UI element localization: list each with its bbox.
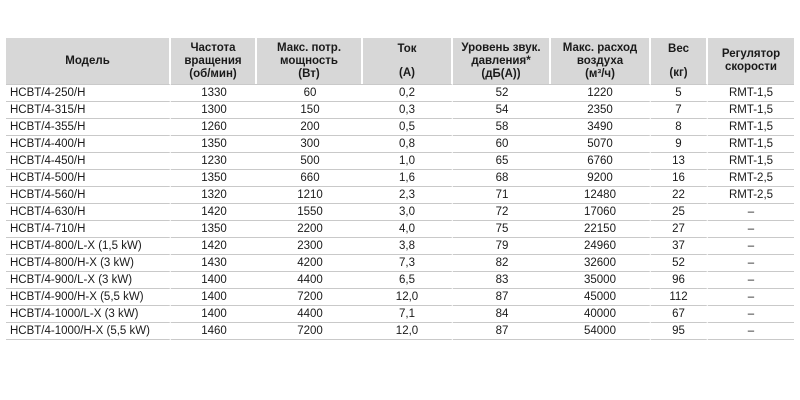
header-line: (дБ(А)) <box>481 67 521 80</box>
cell-rotation-speed: 1460 <box>171 322 257 340</box>
table-header-row <box>6 38 794 84</box>
cell-max-airflow: 1220 <box>551 84 651 101</box>
cell-sound-pressure: 58 <box>453 118 551 135</box>
header-line: (А) <box>399 66 415 79</box>
cell-rotation-speed: 1350 <box>171 169 257 186</box>
cell-max-airflow: 32600 <box>551 254 651 271</box>
cell-speed-controller: – <box>708 271 794 288</box>
cell-weight: 27 <box>651 220 708 237</box>
cell-current: 7,1 <box>363 305 453 322</box>
cell-current: 1,0 <box>363 152 453 169</box>
header-line: (кг) <box>669 66 688 79</box>
cell-sound-pressure: 87 <box>453 322 551 340</box>
table-row <box>6 305 794 322</box>
cell-weight: 112 <box>651 288 708 305</box>
cell-sound-pressure: 75 <box>453 220 551 237</box>
header-line: Модель <box>65 54 110 67</box>
cell-model: HCBT/4-900/H-X (5,5 kW) <box>6 288 171 305</box>
cell-current: 7,3 <box>363 254 453 271</box>
cell-max-power: 200 <box>257 118 363 135</box>
cell-speed-controller: – <box>708 254 794 271</box>
cell-speed-controller: – <box>708 237 794 254</box>
cell-max-power: 2200 <box>257 220 363 237</box>
cell-current: 6,5 <box>363 271 453 288</box>
header-line: давления* <box>471 54 531 67</box>
table-row <box>6 169 794 186</box>
header-line: мощность <box>280 54 338 67</box>
table-row <box>6 118 794 135</box>
cell-max-power: 1550 <box>257 203 363 220</box>
cell-max-airflow: 45000 <box>551 288 651 305</box>
cell-speed-controller: – <box>708 220 794 237</box>
cell-weight: 37 <box>651 237 708 254</box>
cell-max-airflow: 17060 <box>551 203 651 220</box>
cell-sound-pressure: 87 <box>453 288 551 305</box>
cell-weight: 7 <box>651 101 708 118</box>
cell-rotation-speed: 1400 <box>171 288 257 305</box>
col-header-speed-controller <box>708 38 794 84</box>
cell-sound-pressure: 54 <box>453 101 551 118</box>
cell-max-power: 7200 <box>257 288 363 305</box>
cell-speed-controller: – <box>708 203 794 220</box>
cell-sound-pressure: 72 <box>453 203 551 220</box>
table-row <box>6 322 794 340</box>
cell-max-airflow: 5070 <box>551 135 651 152</box>
cell-model: HCBT/4-1000/L-X (3 kW) <box>6 305 171 322</box>
cell-speed-controller: RMT-1,5 <box>708 84 794 101</box>
cell-current: 2,3 <box>363 186 453 203</box>
cell-model: HCBT/4-800/L-X (1,5 kW) <box>6 237 171 254</box>
cell-sound-pressure: 65 <box>453 152 551 169</box>
cell-max-power: 4200 <box>257 254 363 271</box>
cell-max-airflow: 6760 <box>551 152 651 169</box>
cell-current: 0,3 <box>363 101 453 118</box>
cell-sound-pressure: 79 <box>453 237 551 254</box>
table-row <box>6 135 794 152</box>
cell-weight: 67 <box>651 305 708 322</box>
cell-current: 4,0 <box>363 220 453 237</box>
cell-max-airflow: 22150 <box>551 220 651 237</box>
cell-max-airflow: 35000 <box>551 271 651 288</box>
col-header-max-airflow <box>551 38 651 84</box>
cell-speed-controller: – <box>708 305 794 322</box>
cell-sound-pressure: 60 <box>453 135 551 152</box>
col-header-rotation-speed <box>171 38 257 84</box>
cell-rotation-speed: 1350 <box>171 220 257 237</box>
header-spacer <box>653 56 704 67</box>
col-header-max-power <box>257 38 363 84</box>
col-header-sound-pressure <box>453 38 551 84</box>
cell-sound-pressure: 82 <box>453 254 551 271</box>
cell-speed-controller: RMT-2,5 <box>708 186 794 203</box>
cell-max-airflow: 40000 <box>551 305 651 322</box>
cell-model: HCBT/4-400/H <box>6 135 171 152</box>
cell-model: HCBT/4-630/H <box>6 203 171 220</box>
cell-current: 12,0 <box>363 288 453 305</box>
cell-rotation-speed: 1420 <box>171 203 257 220</box>
cell-rotation-speed: 1420 <box>171 237 257 254</box>
cell-weight: 8 <box>651 118 708 135</box>
cell-current: 12,0 <box>363 322 453 340</box>
header-line: (Вт) <box>298 67 320 80</box>
header-line: (м³/ч) <box>585 67 615 80</box>
table-row <box>6 254 794 271</box>
cell-rotation-speed: 1400 <box>171 305 257 322</box>
cell-weight: 22 <box>651 186 708 203</box>
cell-max-airflow: 9200 <box>551 169 651 186</box>
table-row <box>6 288 794 305</box>
cell-sound-pressure: 71 <box>453 186 551 203</box>
col-header-weight <box>651 38 708 84</box>
cell-max-power: 300 <box>257 135 363 152</box>
table-row <box>6 152 794 169</box>
header-line: (об/мин) <box>189 67 237 80</box>
cell-model: HCBT/4-710/H <box>6 220 171 237</box>
cell-speed-controller: RMT-1,5 <box>708 135 794 152</box>
cell-sound-pressure: 68 <box>453 169 551 186</box>
cell-weight: 16 <box>651 169 708 186</box>
cell-rotation-speed: 1230 <box>171 152 257 169</box>
cell-max-airflow: 3490 <box>551 118 651 135</box>
cell-rotation-speed: 1300 <box>171 101 257 118</box>
cell-sound-pressure: 52 <box>453 84 551 101</box>
header-line: воздуха <box>576 54 624 67</box>
cell-max-airflow: 24960 <box>551 237 651 254</box>
table-row <box>6 203 794 220</box>
cell-rotation-speed: 1260 <box>171 118 257 135</box>
header-line: Частота <box>190 41 236 54</box>
table-row <box>6 237 794 254</box>
cell-model: HCBT/4-355/H <box>6 118 171 135</box>
table-row <box>6 101 794 118</box>
cell-speed-controller: RMT-1,5 <box>708 152 794 169</box>
header-line: Макс. потр. <box>276 41 342 54</box>
cell-model: HCBT/4-500/H <box>6 169 171 186</box>
cell-model: HCBT/4-800/H-X (3 kW) <box>6 254 171 271</box>
cell-model: HCBT/4-450/H <box>6 152 171 169</box>
cell-current: 3,8 <box>363 237 453 254</box>
cell-weight: 52 <box>651 254 708 271</box>
cell-max-power: 4400 <box>257 271 363 288</box>
cell-rotation-speed: 1330 <box>171 84 257 101</box>
cell-model: HCBT/4-1000/H-X (5,5 kW) <box>6 322 171 340</box>
cell-sound-pressure: 84 <box>453 305 551 322</box>
cell-max-power: 660 <box>257 169 363 186</box>
cell-speed-controller: RMT-1,5 <box>708 118 794 135</box>
cell-rotation-speed: 1320 <box>171 186 257 203</box>
cell-model: HCBT/4-250/H <box>6 84 171 101</box>
cell-max-power: 2300 <box>257 237 363 254</box>
cell-speed-controller: RMT-2,5 <box>708 169 794 186</box>
cell-model: HCBT/4-315/H <box>6 101 171 118</box>
col-header-model <box>6 38 171 84</box>
cell-weight: 95 <box>651 322 708 340</box>
fan-specs-table <box>6 38 794 340</box>
cell-max-airflow: 12480 <box>551 186 651 203</box>
cell-max-power: 150 <box>257 101 363 118</box>
cell-weight: 25 <box>651 203 708 220</box>
cell-speed-controller: – <box>708 288 794 305</box>
cell-speed-controller: – <box>708 322 794 340</box>
cell-current: 0,8 <box>363 135 453 152</box>
table-body <box>6 84 794 340</box>
table-row <box>6 271 794 288</box>
table-row <box>6 220 794 237</box>
cell-model: HCBT/4-900/L-X (3 kW) <box>6 271 171 288</box>
cell-weight: 96 <box>651 271 708 288</box>
cell-current: 0,5 <box>363 118 453 135</box>
cell-rotation-speed: 1400 <box>171 271 257 288</box>
table-row <box>6 84 794 101</box>
cell-max-power: 1210 <box>257 186 363 203</box>
header-line: Вес <box>668 42 689 55</box>
cell-max-power: 7200 <box>257 322 363 340</box>
cell-max-airflow: 54000 <box>551 322 651 340</box>
cell-current: 3,0 <box>363 203 453 220</box>
col-header-current <box>363 38 453 84</box>
cell-rotation-speed: 1430 <box>171 254 257 271</box>
cell-model: HCBT/4-560/H <box>6 186 171 203</box>
cell-rotation-speed: 1350 <box>171 135 257 152</box>
table-row <box>6 186 794 203</box>
header-spacer <box>365 56 449 67</box>
cell-weight: 9 <box>651 135 708 152</box>
cell-max-power: 4400 <box>257 305 363 322</box>
cell-max-airflow: 2350 <box>551 101 651 118</box>
cell-current: 1,6 <box>363 169 453 186</box>
cell-max-power: 60 <box>257 84 363 101</box>
cell-weight: 13 <box>651 152 708 169</box>
header-line: вращения <box>184 54 242 67</box>
header-line: скорости <box>724 61 778 73</box>
cell-weight: 5 <box>651 84 708 101</box>
header-line: Макс. расход <box>562 41 638 54</box>
header-line: Уровень звук. <box>461 41 541 54</box>
header-line: Регулятор <box>721 48 781 60</box>
cell-speed-controller: RMT-1,5 <box>708 101 794 118</box>
cell-current: 0,2 <box>363 84 453 101</box>
cell-sound-pressure: 83 <box>453 271 551 288</box>
cell-max-power: 500 <box>257 152 363 169</box>
header-line: Ток <box>397 42 417 55</box>
